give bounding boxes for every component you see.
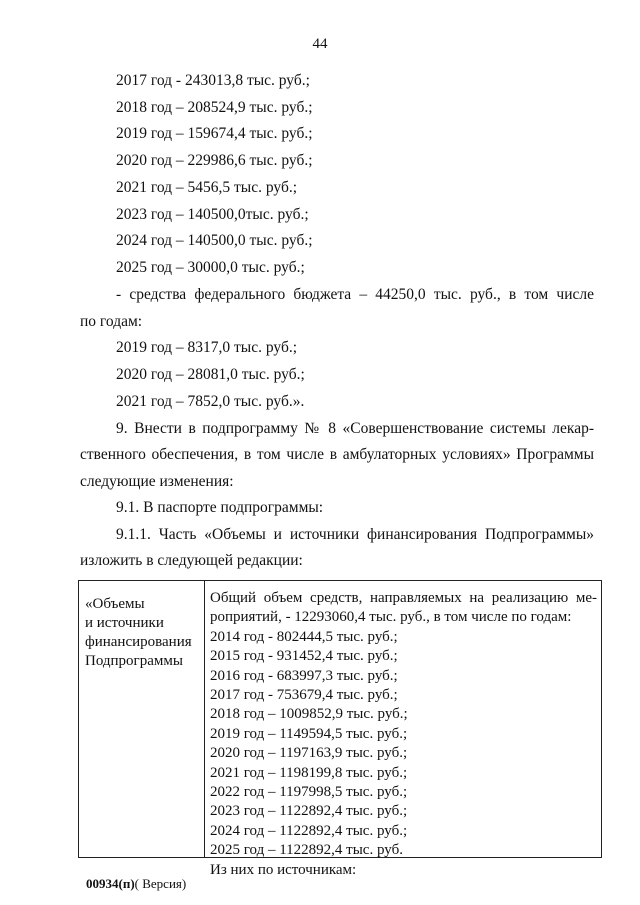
table-year-line: 2021 год – 1198199,8 тыс. руб.; — [210, 764, 408, 781]
table-right-cell — [210, 589, 597, 880]
document-version: ( Версия) — [134, 876, 187, 891]
document-footer — [86, 876, 186, 892]
table-year-line: 2024 год – 1122892,4 тыс. руб.; — [210, 822, 408, 839]
item-9-1-line: 9.1. В паспорте подпрограммы: — [116, 499, 324, 516]
table-year-line: 2020 год – 1197163,9 тыс. руб.; — [210, 745, 408, 762]
table-intro-line: роприятий, - 12293060,4 тыс. руб., в том числе по годам: — [210, 609, 572, 626]
table-year-line: 2017 год - 753679,4 тыс. руб.; — [210, 687, 398, 704]
table-year-line: 2015 год - 931452,4 тыс. руб.; — [210, 648, 398, 665]
table-year-line: 2016 год - 683997,3 тыс. руб.; — [210, 667, 398, 684]
budget-year-line: 2025 год – 30000,0 тыс. руб.; — [116, 259, 305, 276]
budget-year-line: 2019 год – 159674,4 тыс. руб.; — [116, 125, 313, 142]
table-left-cell — [85, 595, 203, 671]
item-9-line: следующие изменения: — [80, 473, 234, 490]
page-number: 44 — [312, 36, 328, 52]
budget-year-line: 2023 год – 140500,0тыс. руб.; — [116, 206, 309, 223]
document-code: 00934(п) — [86, 876, 135, 891]
item-9-line: ственного обеспечения, в том числе в амбулаторных условиях» Программы — [80, 446, 594, 463]
federal-year-line: 2019 год – 8317,0 тыс. руб.; — [116, 339, 298, 356]
table-left-line: «Объемы — [85, 596, 145, 612]
table-year-line: 2019 год – 1149594,5 тыс. руб.; — [210, 725, 408, 742]
table-year-line: 2014 год - 802444,5 тыс. руб.; — [210, 628, 398, 645]
table-column-divider — [204, 581, 205, 857]
table-left-line: Подпрограммы — [85, 653, 183, 669]
budget-year-line: 2020 год – 229986,6 тыс. руб.; — [116, 152, 313, 169]
table-year-line: 2018 год – 1009852,9 тыс. руб.; — [210, 706, 408, 723]
table-year-line: 2022 год – 1197998,5 тыс. руб.; — [210, 784, 408, 801]
item-9-line: 9. Внести в подпрограмму № 8 «Совершенствование системы лекар- — [116, 420, 594, 437]
budget-year-line: 2024 год – 140500,0 тыс. руб.; — [116, 232, 313, 249]
budget-year-line: 2017 год - 243013,8 тыс. руб.; — [116, 72, 310, 89]
table-left-line: финансирования — [85, 634, 192, 650]
table-year-line: 2023 год – 1122892,4 тыс. руб.; — [210, 803, 408, 820]
federal-year-line: 2020 год – 28081,0 тыс. руб.; — [116, 366, 305, 383]
budget-year-line: 2021 год – 5456,5 тыс. руб.; — [116, 179, 298, 196]
federal-budget-line: по годам: — [80, 313, 143, 330]
funding-table — [78, 580, 602, 878]
budget-year-line: 2018 год – 208524,9 тыс. руб.; — [116, 99, 313, 116]
table-intro-line: Общий объем средств, направляемых на реализацию ме- — [210, 590, 597, 606]
federal-year-line: 2021 год – 7852,0 тыс. руб.». — [116, 393, 305, 410]
table-left-line: и источники — [85, 615, 164, 631]
item-9-1-1-line: изложить в следующей редакции: — [80, 552, 303, 569]
federal-budget-line: - средства федерального бюджета – 44250,0 тыс. руб., в том числе — [116, 286, 594, 303]
table-year-line: 2025 год – 1122892,4 тыс. руб. — [210, 842, 403, 859]
table-tail-line: Из них по источникам: — [210, 861, 357, 878]
item-9-1-1-line: 9.1.1. Часть «Объемы и источники финансирования Подпрограммы» — [116, 526, 594, 543]
